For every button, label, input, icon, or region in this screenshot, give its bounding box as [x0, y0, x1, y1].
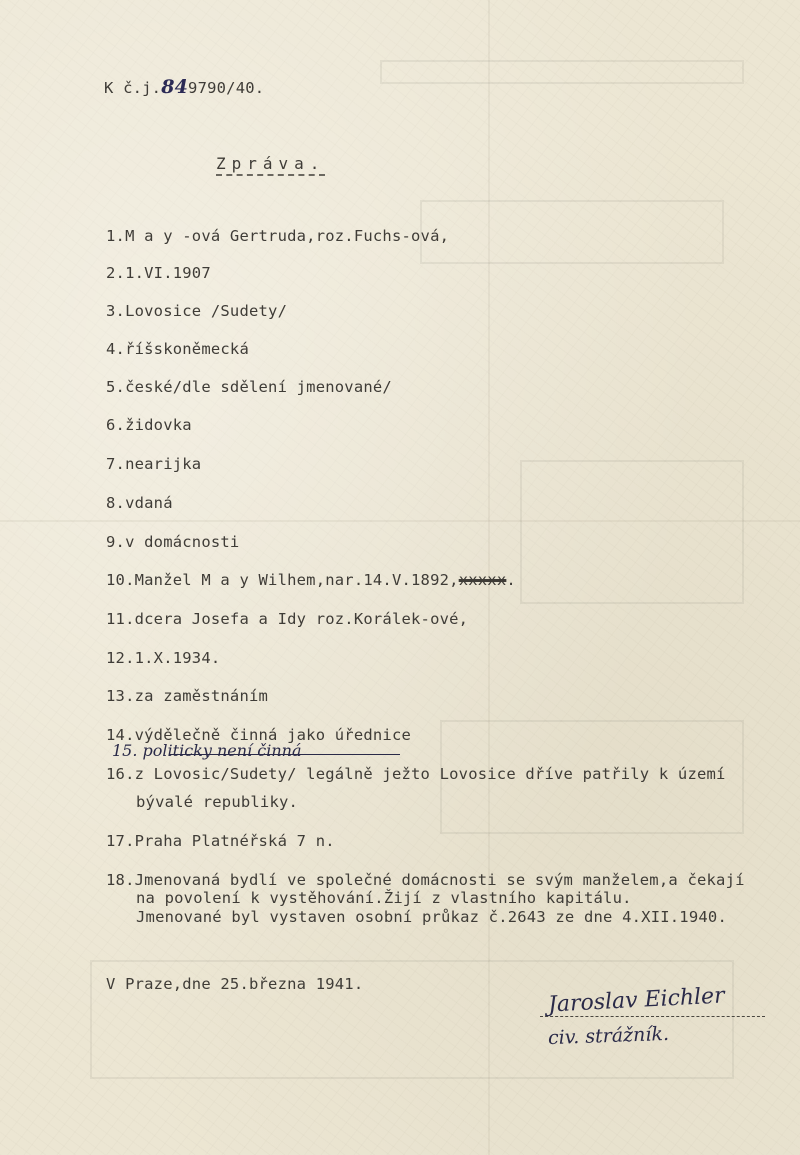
handwritten-item-15: 15. politicky není činná [112, 741, 302, 760]
list-item: 17.Praha Platnéřská 7 n. [106, 832, 335, 850]
handwritten-underline [170, 754, 400, 755]
list-item [106, 571, 516, 589]
list-item: 6.židovka [106, 416, 192, 434]
reference-prefix: K č.j. [104, 79, 162, 97]
list-item: 18.Jmenovaná bydlí ve společné domácnosti se svým manželem,a čekají [106, 871, 745, 889]
list-item: 9.v domácnosti [106, 533, 240, 551]
document-title: Zpráva. [216, 154, 326, 173]
date-line: V Praze,dne 25.března 1941. [106, 975, 364, 993]
list-item: 2.1.VI.1907 [106, 264, 211, 282]
list-item: 3.Lovosice /Sudety/ [106, 302, 288, 320]
list-item: 13.za zaměstnáním [106, 687, 269, 705]
list-item: 7.nearijka [106, 455, 202, 473]
bleed-through-stamp [420, 200, 724, 264]
bleed-through-stamp [380, 60, 744, 84]
list-item: 5.české/dle sdělení jmenované/ [106, 378, 392, 396]
signature-name: Jaroslav Eichler [547, 983, 726, 1018]
signature-title: civ. strážník. [547, 1022, 670, 1050]
list-item: 14.výdělečně činná jako úřednice [106, 726, 412, 744]
list-item: 11.dcera Josefa a Idy roz.Korálek-ové, [106, 610, 469, 628]
reference-handwritten-digits: 84 [161, 76, 189, 98]
list-item: 4.říšskoněmecká [106, 340, 249, 358]
reference-number [104, 76, 264, 98]
signature-line [540, 1016, 765, 1017]
list-item-end: . [506, 571, 516, 589]
list-item-continuation: na povolení k vystěhování.Žijí z vlastního kapitálu. [136, 889, 632, 907]
list-item: 12.1.X.1934. [106, 649, 221, 667]
list-item-continuation: bývalé republiky. [136, 793, 299, 811]
list-item: 16.z Lovosic/Sudety/ legálně ježto Lovosice dříve patřily k území [106, 765, 726, 783]
struck-text: xxxxx [458, 571, 507, 589]
list-item: 8.vdaná [106, 494, 173, 512]
list-item: 1.M a y -ová Gertruda,roz.Fuchs-ová, [106, 227, 450, 245]
list-item-continuation: Jmenované byl vystaven osobní průkaz č.2643 ze dne 4.XII.1940. [136, 908, 727, 926]
reference-suffix: 9790/40. [188, 79, 265, 97]
list-item-text: 10.Manžel M a y Wilhem,nar.14.V.1892, [106, 571, 459, 589]
bleed-through-stamp [520, 460, 744, 604]
